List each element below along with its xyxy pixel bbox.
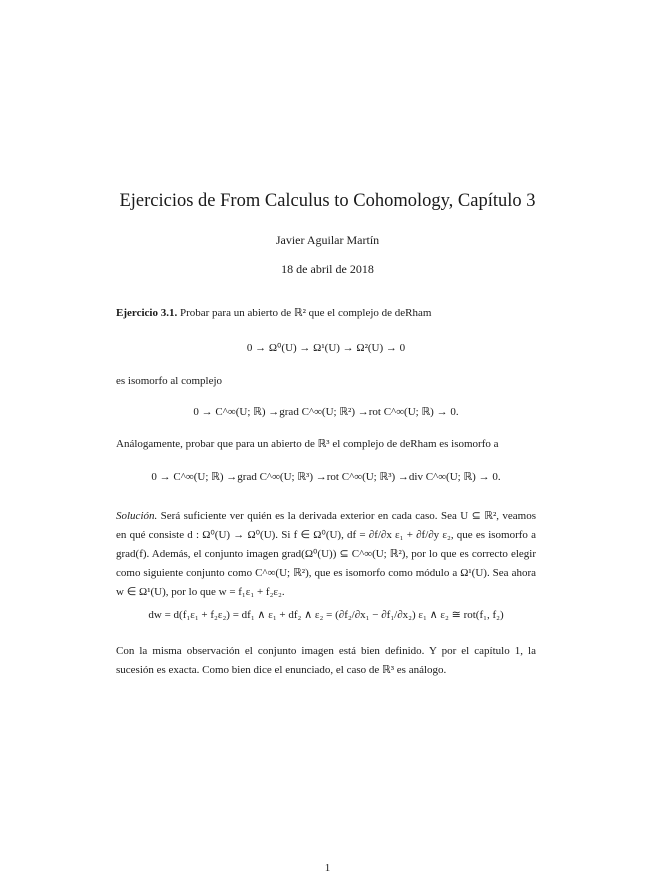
equation-dw: dw = d(f₁ε₁ + f₂ε₂) = df₁ ∧ ε₁ + df₂ ∧ ε₂ = (∂f₂/∂x₁ − ∂f₁/∂x₂) ε₁ ∧ ε₂ ≅ rot(f₁, f₂) — [148, 609, 504, 621]
iso-text: es isomorfo al complejo — [116, 375, 223, 387]
solution-label: Solución. — [116, 510, 158, 522]
date: 18 de abril de 2018 — [281, 262, 374, 276]
page-number: 1 — [324, 862, 331, 874]
exercise-statement — [116, 304, 536, 323]
analog-text: Análogamente, probar que para un abierto de ℝ³ el complejo de deRham es isomorfo a — [116, 438, 499, 450]
equation-derham-r2: 0 → Ω⁰(U) → Ω¹(U) → Ω²(U) → 0 — [246, 342, 406, 354]
equation-complex-r3: 0 → C^∞(U; ℝ) →grad C^∞(U; ℝ³) →rot C^∞(U; ℝ³) →div C^∞(U; ℝ) → 0. — [151, 471, 501, 483]
equation-complex-r2: 0 → C^∞(U; ℝ) →grad C^∞(U; ℝ²) →rot C^∞(U; ℝ) → 0. — [193, 406, 459, 418]
page-title: Ejercicios de From Calculus to Cohomology, Capítulo 3 — [119, 191, 536, 211]
exercise-text: Probar para un abierto de ℝ² que el complejo de deRham — [179, 307, 432, 319]
exercise-label: Ejercicio 3.1. — [116, 307, 178, 319]
solution-paragraph — [116, 507, 536, 602]
author: Javier Aguilar Martín — [275, 233, 380, 247]
solution-text: Será suficiente ver quién es la derivada exterior en cada caso. Sea U ⊆ ℝ², veamos en qué consiste d : Ω⁰(U) → Ω⁰(U). Si f ∈ Ω⁰(U), df = ∂f/∂x ε₁ + ∂f/∂y ε₂, que es isomorfo a grad(f). Además, el conjunto imagen grad(Ω⁰(U)) ⊆ C^∞(U; ℝ²), por lo que es correcto elegir como siguiente conjunto como C^∞(U; ℝ²), que es isomorfo como módulo a Ω¹(U). Sea ahora w ∈ Ω¹(U), por lo que w = f₁ε₁ + f₂ε₂. — [116, 510, 536, 598]
conclusion-paragraph: Con la misma observación el conjunto imagen está bien definido. Y por el capítulo 1, la sucesión es exacta. Como bien dice el enunciado, el caso de ℝ³ es análogo. — [116, 645, 536, 676]
